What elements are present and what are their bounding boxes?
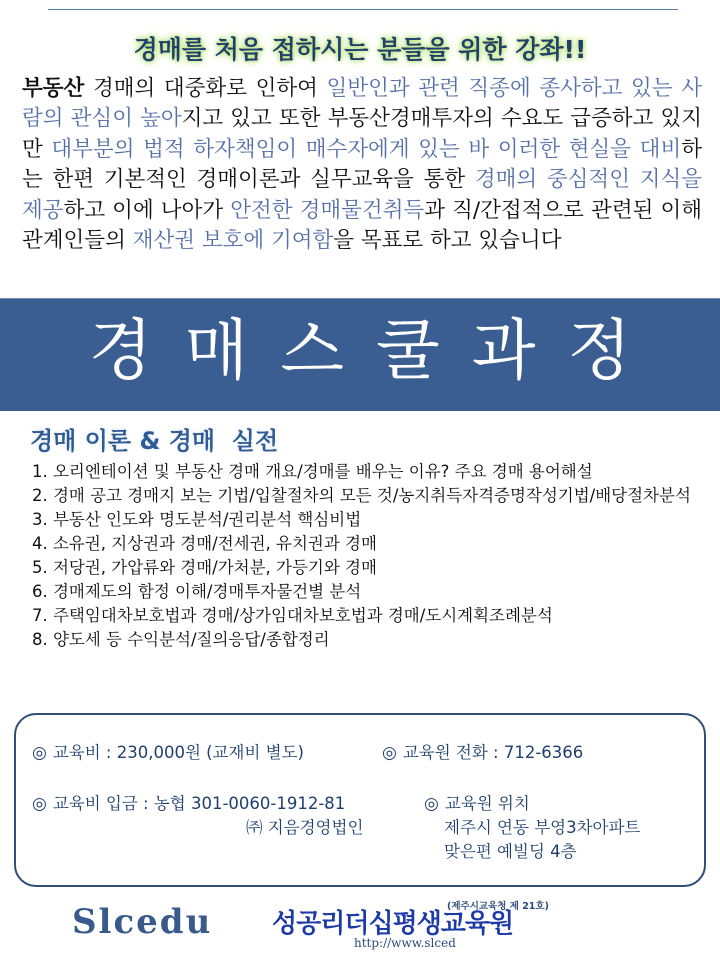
- location-label: 교육원 위치: [444, 794, 530, 813]
- title-banner: [0, 298, 720, 411]
- intro-segment: 과 직/간접적으로 관련된 이해관계인들의: [22, 197, 702, 254]
- deposit-info: [32, 790, 345, 814]
- banner-title: 경매스쿨과정: [88, 312, 664, 389]
- intro-segment: 하는 한편 기본적인 경매이론과 실무교육을 통한: [22, 136, 702, 193]
- intro-segment: 을 목표로 하고 있습니다: [333, 228, 562, 254]
- curriculum-item: 3. 부동산 인도와 명도분석/권리분석 핵심비법: [32, 510, 362, 529]
- intro-segment: 부동산: [22, 76, 85, 101]
- slcedu-logo: Slcedu: [72, 902, 213, 942]
- bullet-icon: ◎: [382, 743, 397, 763]
- location-info: [424, 790, 530, 814]
- deposit-holder: ㈜ 지음경영법인: [246, 818, 364, 837]
- top-divider: [48, 9, 678, 10]
- org-name: 성공리더십평생교육원: [272, 909, 514, 939]
- bullet-icon: ◎: [32, 794, 47, 814]
- curriculum-item: 1. 오리엔테이션 및 부동산 경매 개요/경매를 배우는 이유? 주요 경매 용어해설: [32, 462, 593, 481]
- fee-info: [32, 739, 304, 763]
- curriculum-item: 6. 경매제도의 함정 이해/경매투자물건별 분석: [32, 582, 362, 601]
- curriculum-item: 8. 양도세 등 수익분석/질의응답/종합정리: [32, 630, 330, 649]
- deposit-text: 교육비 입금 : 농협 301-0060-1912-81: [52, 794, 346, 813]
- org-url: http://www.slced: [354, 936, 456, 950]
- location-line-2: 맞은편 예빌딩 4층: [444, 842, 577, 861]
- intro-segment: 경매의 대중화로 인하여: [84, 76, 327, 101]
- intro-segment: 지고 있고 또한 부동산경매투자의 수요도 급증하고 있지만: [22, 106, 702, 162]
- curriculum-item: 4. 소유권, 지상권과 경매/전세권, 유치권과 경매: [32, 534, 377, 553]
- fee-text: 교육비 : 230,000원 (교재비 별도): [52, 743, 304, 762]
- intro-segment: 경매의 중심적인 지식을 제공: [22, 167, 702, 223]
- intro-segment: 재산권 보호에 기여함: [132, 228, 334, 254]
- intro-segment: 하고 이에 나아가: [63, 197, 231, 223]
- location-line-1: 제주시 연동 부영3차아파트: [444, 818, 641, 837]
- info-box: [14, 713, 706, 887]
- section-subhead: 경매 이론 & 경매 실전: [30, 427, 279, 455]
- curriculum-item: 2. 경매 공고 경매지 보는 기법/입찰절차의 모든 것/농지취득자격증명작성기법/배당절차분석: [32, 486, 691, 505]
- intro-segment: 일반인과 관련 직종에 종사하고 있는 사람의 관심이 높아: [22, 76, 702, 132]
- curriculum-item: 7. 주택임대차보호법과 경매/상가임대차보호법과 경매/도시계획조례분석: [32, 606, 553, 625]
- headline: 경매를 처음 접하시는 분들을 위한 강좌!!: [133, 35, 587, 64]
- intro-paragraph: [22, 74, 702, 256]
- intro-segment: 안전한 경매물건취득: [230, 197, 425, 223]
- phone-text: 교육원 전화 : 712-6366: [402, 743, 584, 762]
- bullet-icon: ◎: [424, 794, 439, 814]
- bullet-icon: ◎: [32, 743, 47, 763]
- curriculum-list: [32, 460, 702, 652]
- intro-segment: 대부분의 법적 하자책임이 매수자에게 있는 바 이러한 현실을 대비: [51, 136, 682, 162]
- phone-info: [382, 739, 583, 763]
- curriculum-item: 5. 저당권, 가압류와 경매/가처분, 가등기와 경매: [32, 558, 377, 577]
- registration-note: (제주시교육청 제 21호): [447, 901, 549, 912]
